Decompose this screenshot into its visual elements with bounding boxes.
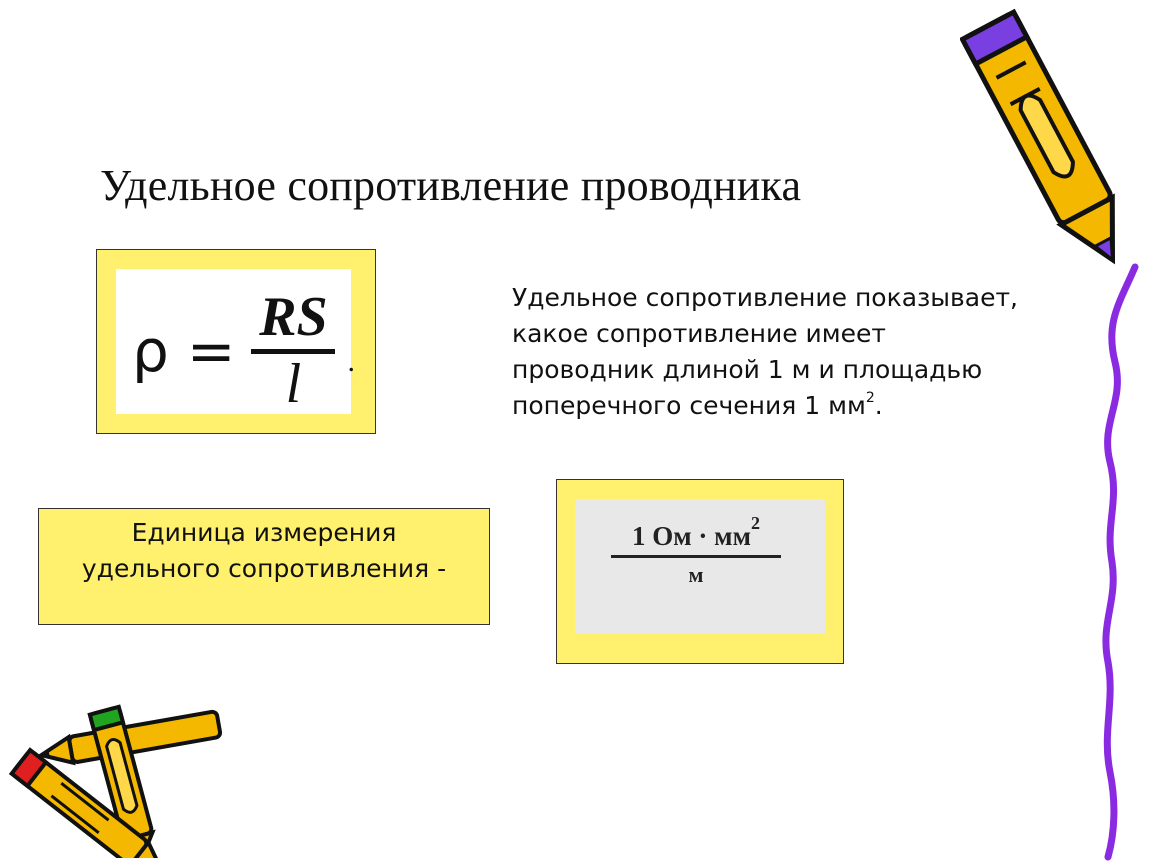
unit-fraction (611, 513, 781, 587)
unit-numerator-text: 1 Ом · мм (632, 521, 751, 551)
crossed-pencils-icon (0, 698, 240, 858)
formula-fraction (251, 286, 335, 415)
definition-text (512, 280, 1072, 424)
formula-rho: ρ (132, 316, 169, 385)
formula-panel (116, 269, 355, 415)
formula-box (96, 249, 376, 434)
unit-label-box (38, 508, 490, 625)
unit-numerator-sup: 2 (750, 513, 760, 533)
pencil-icon (960, 0, 1140, 290)
formula-equals: = (186, 316, 236, 385)
unit-formula-panel (575, 499, 825, 633)
definition-superscript: 2 (865, 390, 875, 406)
unit-fraction-bar (611, 555, 781, 558)
unit-denominator: м (688, 562, 704, 587)
unit-label-text: Единица измерения удельного сопротивления - (81, 518, 447, 583)
formula-numerator: RS (259, 286, 328, 348)
unit-formula-box (556, 479, 844, 664)
resistivity-formula (132, 286, 355, 415)
definition-body: Удельное сопротивление показывает, какое сопротивление имеет проводник длиной 1 м и площадью поперечного сечения 1 мм (512, 283, 1018, 420)
formula-denominator: l (285, 353, 302, 415)
definition-end: . (874, 391, 883, 420)
slide-title: Удельное сопротивление проводника (100, 161, 802, 210)
wavy-line-decoration (1090, 262, 1150, 862)
unit-numerator (632, 513, 760, 551)
formula-trailing-dot: . (347, 344, 355, 378)
